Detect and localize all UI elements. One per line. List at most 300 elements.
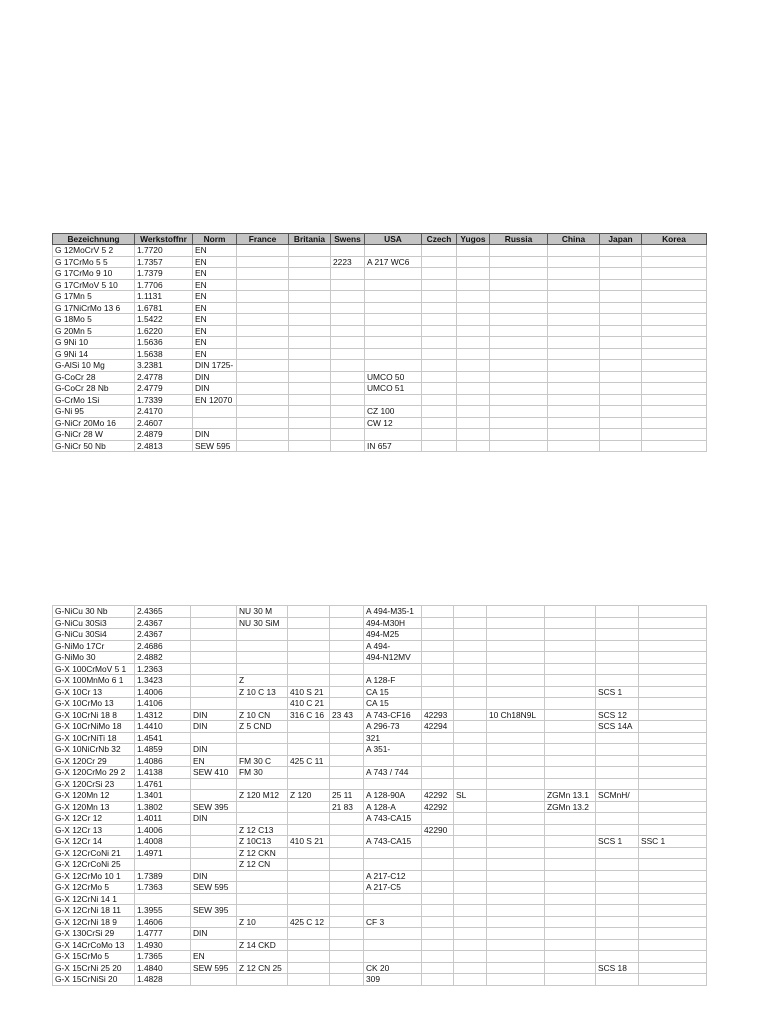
table-cell: G-X 10CrNiTi 18	[53, 732, 135, 744]
table-cell: 1.4840	[135, 962, 191, 974]
table-cell: G-NiCr 28 W	[53, 429, 135, 441]
table-cell: EN	[191, 951, 237, 963]
table-cell: 25 11	[330, 790, 364, 802]
table-cell	[330, 755, 364, 767]
table-cell	[490, 256, 548, 268]
table-cell: 1.3401	[135, 790, 191, 802]
table-cell	[454, 813, 487, 825]
table-cell: A 217-C5	[364, 882, 422, 894]
column-header: China	[548, 234, 600, 245]
table-cell: A 217 WC6	[365, 256, 422, 268]
table-cell	[487, 652, 545, 664]
column-header: Japan	[600, 234, 642, 245]
table-cell	[596, 859, 639, 871]
table-cell	[364, 847, 422, 859]
table-cell	[422, 337, 457, 349]
table-row	[53, 314, 707, 326]
table-cell	[331, 245, 365, 257]
table-cell	[596, 951, 639, 963]
table-cell	[639, 617, 707, 629]
table-row	[53, 801, 707, 813]
table-cell	[330, 629, 364, 641]
table-cell	[600, 406, 642, 418]
table-cell: A 494-M35-1	[364, 606, 422, 618]
table-cell	[490, 302, 548, 314]
table-cell	[487, 905, 545, 917]
table-cell	[548, 291, 600, 303]
table-cell	[487, 790, 545, 802]
table-cell: Z 5 CND	[237, 721, 288, 733]
table-cell	[642, 256, 707, 268]
table-cell: EN	[193, 314, 237, 326]
table-cell	[487, 617, 545, 629]
table-cell	[237, 429, 289, 441]
column-header: Britania	[289, 234, 331, 245]
table-cell	[364, 905, 422, 917]
table-cell	[596, 974, 639, 986]
table-cell	[422, 663, 454, 675]
table-cell: Z 12 CN 25	[237, 962, 288, 974]
table-row	[53, 709, 707, 721]
table-cell	[422, 617, 454, 629]
table-cell	[364, 893, 422, 905]
table-cell	[600, 268, 642, 280]
table-cell	[600, 440, 642, 452]
table-cell	[487, 962, 545, 974]
table-cell	[642, 417, 707, 429]
table-cell	[330, 675, 364, 687]
table-cell: 1.2363	[135, 663, 191, 675]
table-cell	[639, 882, 707, 894]
table-cell: FM 30 C	[237, 755, 288, 767]
table-cell	[365, 268, 422, 280]
table-cell	[288, 675, 330, 687]
table-cell	[330, 778, 364, 790]
table-cell	[639, 859, 707, 871]
table-cell	[642, 325, 707, 337]
table-cell	[487, 686, 545, 698]
table-cell	[548, 268, 600, 280]
table-cell	[422, 698, 454, 710]
table-cell: G 20Mn 5	[53, 325, 135, 337]
table-cell	[331, 314, 365, 326]
table-row	[53, 778, 707, 790]
table-cell	[490, 268, 548, 280]
table-cell: G-X 120Mn 12	[53, 790, 135, 802]
table-cell: 1.7357	[135, 256, 193, 268]
table-cell	[548, 302, 600, 314]
table-cell	[639, 790, 707, 802]
table-cell	[545, 859, 596, 871]
table-cell: G-NiMo 17Cr	[53, 640, 135, 652]
table-cell: EN	[193, 291, 237, 303]
table-cell	[596, 778, 639, 790]
table-cell	[422, 606, 454, 618]
table-row	[53, 916, 707, 928]
table-cell	[330, 870, 364, 882]
table-cell	[289, 371, 331, 383]
table-cell: 2.4367	[135, 617, 191, 629]
table-cell	[237, 383, 289, 395]
table-cell	[422, 905, 454, 917]
table-cell	[545, 755, 596, 767]
table-row	[53, 928, 707, 940]
table-cell	[422, 951, 454, 963]
table-cell: 1.7339	[135, 394, 193, 406]
table-cell	[639, 905, 707, 917]
table-cell	[422, 744, 454, 756]
table-cell	[237, 663, 288, 675]
table-cell	[545, 606, 596, 618]
table-cell	[545, 767, 596, 779]
table-cell	[545, 721, 596, 733]
table-cell	[639, 893, 707, 905]
table-cell	[600, 256, 642, 268]
table-cell: CA 15	[364, 698, 422, 710]
table-cell	[457, 360, 490, 372]
table-cell	[545, 675, 596, 687]
table-cell	[457, 440, 490, 452]
table-cell	[639, 928, 707, 940]
table-cell: DIN	[191, 721, 237, 733]
table-cell: G-CoCr 28	[53, 371, 135, 383]
table-cell	[487, 767, 545, 779]
table-cell	[330, 847, 364, 859]
table-cell	[639, 652, 707, 664]
table-cell	[490, 348, 548, 360]
column-header: Yugos	[457, 234, 490, 245]
table-cell	[289, 291, 331, 303]
table-cell	[454, 755, 487, 767]
table-cell	[237, 905, 288, 917]
table-cell	[490, 337, 548, 349]
table-cell	[288, 928, 330, 940]
table-cell	[490, 371, 548, 383]
table-cell: DIN	[191, 709, 237, 721]
table-cell	[191, 652, 237, 664]
table-cell	[422, 928, 454, 940]
table-cell: EN	[193, 337, 237, 349]
table-cell: G-X 12CrMo 10 1	[53, 870, 135, 882]
table-cell: 1.4011	[135, 813, 191, 825]
table-cell	[545, 962, 596, 974]
table-cell	[642, 279, 707, 291]
table-cell: G-X 12CrCoNi 21	[53, 847, 135, 859]
table-cell: 21 83	[330, 801, 364, 813]
table-cell	[330, 686, 364, 698]
table-cell: 1.4971	[135, 847, 191, 859]
table-row	[53, 279, 707, 291]
table-cell	[487, 974, 545, 986]
table-cell	[642, 406, 707, 418]
table-cell	[545, 928, 596, 940]
table-cell	[330, 744, 364, 756]
table-cell	[422, 939, 454, 951]
table-cell	[487, 813, 545, 825]
table-cell	[422, 859, 454, 871]
table-cell	[330, 974, 364, 986]
table-cell	[454, 698, 487, 710]
table-cell	[331, 417, 365, 429]
table-cell	[191, 778, 237, 790]
table-cell	[639, 629, 707, 641]
table-row	[53, 302, 707, 314]
table-cell	[330, 698, 364, 710]
table-cell	[289, 325, 331, 337]
table-cell	[600, 245, 642, 257]
table-cell	[596, 732, 639, 744]
table-cell	[545, 824, 596, 836]
table-cell	[422, 302, 457, 314]
table-cell	[422, 394, 457, 406]
table-cell: Z 12 CN	[237, 859, 288, 871]
table-cell	[545, 640, 596, 652]
table-cell	[457, 383, 490, 395]
table-cell	[487, 698, 545, 710]
table-cell	[237, 778, 288, 790]
table-cell	[288, 824, 330, 836]
table-cell	[545, 893, 596, 905]
table-cell: 1.6220	[135, 325, 193, 337]
table-cell	[289, 268, 331, 280]
table-cell	[422, 847, 454, 859]
table-cell: EN	[193, 245, 237, 257]
table-cell	[596, 767, 639, 779]
table-cell	[364, 663, 422, 675]
table-cell	[193, 417, 237, 429]
table-cell: 1.5638	[135, 348, 193, 360]
table-cell: 2.4778	[135, 371, 193, 383]
table-cell	[422, 348, 457, 360]
table-row	[53, 721, 707, 733]
table-cell: 1.5422	[135, 314, 193, 326]
table-row	[53, 406, 707, 418]
table-cell	[331, 291, 365, 303]
table-cell	[457, 302, 490, 314]
table-cell	[545, 778, 596, 790]
table-cell	[288, 629, 330, 641]
table-cell	[545, 698, 596, 710]
table-cell	[596, 893, 639, 905]
table-cell	[422, 974, 454, 986]
table-cell: 2.4882	[135, 652, 191, 664]
table-cell	[191, 790, 237, 802]
table-cell: 1.4312	[135, 709, 191, 721]
table-cell	[289, 440, 331, 452]
table-cell	[422, 268, 457, 280]
table-cell: 2.4779	[135, 383, 193, 395]
table-cell	[639, 767, 707, 779]
table-cell	[490, 279, 548, 291]
table-cell: G 9Ni 14	[53, 348, 135, 360]
table-cell: 1.5636	[135, 337, 193, 349]
table-cell	[548, 417, 600, 429]
table-cell: CA 15	[364, 686, 422, 698]
table-cell	[548, 325, 600, 337]
table-cell	[454, 939, 487, 951]
table-cell	[365, 314, 422, 326]
table-cell	[422, 279, 457, 291]
table-cell: G-X 10NiCrNb 32	[53, 744, 135, 756]
table-cell	[548, 406, 600, 418]
table-cell	[330, 617, 364, 629]
table-cell	[289, 429, 331, 441]
table-cell: G 17CrMo 5 5	[53, 256, 135, 268]
table-cell: DIN	[191, 870, 237, 882]
table-cell	[237, 744, 288, 756]
table-cell: 1.4606	[135, 916, 191, 928]
table-cell: EN	[193, 325, 237, 337]
table-cell: 425 C 12	[288, 916, 330, 928]
table-cell	[422, 417, 457, 429]
table-cell: 1.1131	[135, 291, 193, 303]
table-cell: Z 10 CN	[237, 709, 288, 721]
table-cell	[237, 629, 288, 641]
table-cell: NU 30 M	[237, 606, 288, 618]
table-cell	[639, 663, 707, 675]
table-cell: 1.4006	[135, 686, 191, 698]
table-cell	[490, 394, 548, 406]
table-cell: DIN	[193, 383, 237, 395]
table-cell: G-X 120CrMo 29 2	[53, 767, 135, 779]
table-cell	[191, 847, 237, 859]
table-cell	[288, 870, 330, 882]
table-row	[53, 732, 707, 744]
table-cell	[191, 836, 237, 848]
table-cell	[288, 663, 330, 675]
table-cell	[422, 371, 457, 383]
table-cell	[237, 882, 288, 894]
table-cell: Z 10	[237, 916, 288, 928]
table-cell	[454, 893, 487, 905]
table-cell: G-CoCr 28 Nb	[53, 383, 135, 395]
table-cell	[288, 859, 330, 871]
table-cell	[237, 870, 288, 882]
table-row	[53, 383, 707, 395]
material-table-bottom	[52, 605, 707, 986]
table-cell: EN	[193, 279, 237, 291]
table-cell	[288, 606, 330, 618]
table-cell: EN	[193, 302, 237, 314]
table-cell	[487, 744, 545, 756]
table-row	[53, 962, 707, 974]
table-cell	[487, 629, 545, 641]
table-cell: 2.4367	[135, 629, 191, 641]
table-cell: G-X 14CrCoMo 13	[53, 939, 135, 951]
table-cell	[596, 663, 639, 675]
table-cell: 494-M25	[364, 629, 422, 641]
table-cell: ZGMn 13.1	[545, 790, 596, 802]
table-cell	[237, 652, 288, 664]
table-cell: DIN	[191, 813, 237, 825]
table-cell	[639, 698, 707, 710]
table-cell: 494-N12MV	[364, 652, 422, 664]
table-cell	[600, 429, 642, 441]
table-cell	[289, 348, 331, 360]
table-cell	[639, 870, 707, 882]
table-cell	[330, 652, 364, 664]
table-cell	[330, 905, 364, 917]
table-cell	[454, 617, 487, 629]
table-cell	[639, 951, 707, 963]
table-cell	[642, 429, 707, 441]
table-row	[53, 337, 707, 349]
table-cell	[237, 928, 288, 940]
table-cell	[487, 859, 545, 871]
table-cell: Z 12 CKN	[237, 847, 288, 859]
table-cell: G-X 10CrNi 18 8	[53, 709, 135, 721]
table-cell	[454, 916, 487, 928]
table-row	[53, 905, 707, 917]
table-cell	[330, 640, 364, 652]
column-header: Czech	[422, 234, 457, 245]
table-row	[53, 256, 707, 268]
table-cell	[422, 893, 454, 905]
table-cell	[365, 279, 422, 291]
table-cell: EN	[193, 348, 237, 360]
table-cell	[237, 256, 289, 268]
table-cell	[600, 302, 642, 314]
table-cell	[454, 870, 487, 882]
table-cell	[422, 778, 454, 790]
table-cell	[237, 813, 288, 825]
table-cell: G-X 15CrNiSi 20	[53, 974, 135, 986]
table-cell: G-NiMo 30	[53, 652, 135, 664]
table-cell	[596, 824, 639, 836]
table-cell	[289, 314, 331, 326]
table-cell	[600, 337, 642, 349]
table-cell	[422, 755, 454, 767]
table-cell: EN	[193, 256, 237, 268]
table-cell	[487, 721, 545, 733]
table-cell	[365, 302, 422, 314]
table-cell: A 217-C12	[364, 870, 422, 882]
table-row	[53, 939, 707, 951]
table-cell	[545, 882, 596, 894]
table-cell	[135, 859, 191, 871]
table-row	[53, 767, 707, 779]
table-cell: 42293	[422, 709, 454, 721]
table-cell	[642, 360, 707, 372]
table-cell: SCS 14A	[596, 721, 639, 733]
table-cell	[545, 617, 596, 629]
table-row	[53, 245, 707, 257]
table-cell	[545, 663, 596, 675]
table-cell	[237, 314, 289, 326]
table-cell	[639, 939, 707, 951]
table-cell	[454, 767, 487, 779]
table-cell: G 17CrMoV 5 10	[53, 279, 135, 291]
table-cell	[331, 348, 365, 360]
table-cell: UMCO 51	[365, 383, 422, 395]
table-cell	[237, 348, 289, 360]
table-cell	[422, 640, 454, 652]
table-cell	[331, 406, 365, 418]
table-cell	[193, 406, 237, 418]
table-cell: G 18Mo 5	[53, 314, 135, 326]
table-cell: G-X 100MnMo 6 1	[53, 675, 135, 687]
table-cell: 316 C 16	[288, 709, 330, 721]
table-cell	[596, 606, 639, 618]
table-cell: EN	[191, 755, 237, 767]
table-cell	[237, 974, 288, 986]
table-cell: CK 20	[364, 962, 422, 974]
table-row	[53, 836, 707, 848]
table-cell	[454, 951, 487, 963]
column-header: USA	[365, 234, 422, 245]
table-cell	[191, 916, 237, 928]
column-header: Korea	[642, 234, 707, 245]
